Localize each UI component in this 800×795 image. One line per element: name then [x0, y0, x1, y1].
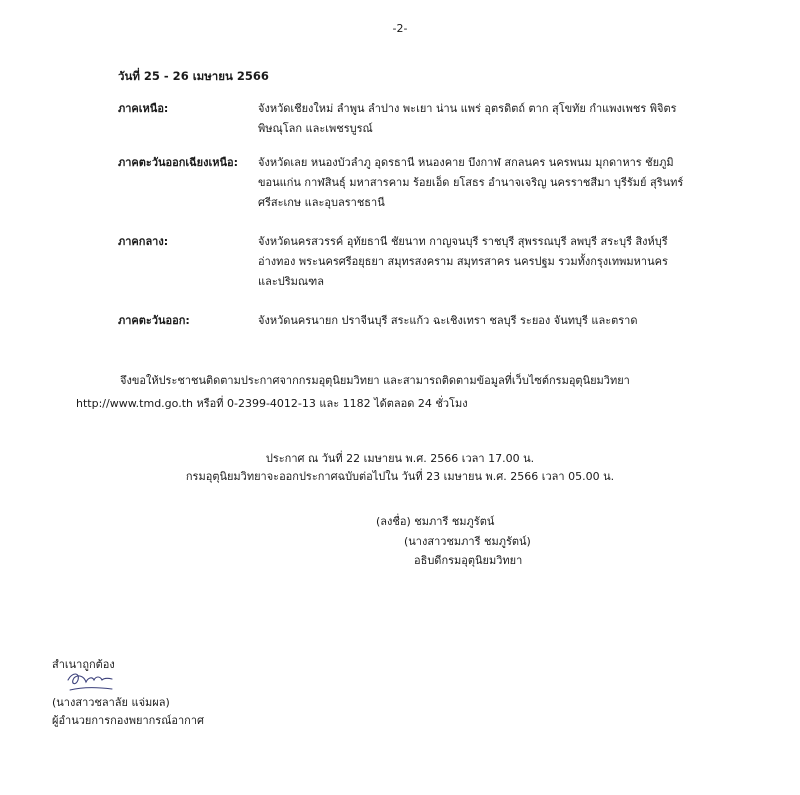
next-announcement: กรมอุตุนิยมวิทยาจะออกประกาศฉบับต่อไปใน วันที่ 23 เมษายน พ.ศ. 2566 เวลา 05.00 น. — [185, 470, 615, 483]
certified-copy-label: สำเนาถูกต้อง — [52, 658, 115, 671]
region-line: จังหวัดเลย หนองบัวลำภู อุดรธานี หนองคาย บึงกาฬ สกลนคร นครพนม มุกดาหาร ชัยภูมิ — [258, 156, 674, 169]
advisory-paragraph-line1: จึงขอให้ประชาชนติดตามประกาศจากกรมอุตุนิยมวิทยา และสามารถติดตามข้อมูลที่เว็บไซต์กรมอุตุนิยมวิทยา — [120, 374, 630, 387]
signature-signed: (ลงชื่อ) ชมภารี ชมภูรัตน์ — [376, 515, 495, 528]
region-line: ขอนแก่น กาฬสินธุ์ มหาสารคาม ร้อยเอ็ด ยโสธร อำนาจเจริญ นครราชสีมา บุรีรัมย์ สุรินทร์ — [258, 176, 684, 189]
region-provinces-east — [258, 311, 738, 331]
certified-copy-name: (นางสาวชลาลัย แจ่มผล) — [52, 696, 170, 709]
region-line: จังหวัดนครนายก ปราจีนบุรี สระแก้ว ฉะเชิงเทรา ชลบุรี ระยอง จันทบุรี และตราด — [258, 314, 638, 327]
region-provinces-north — [258, 99, 738, 139]
advisory-paragraph-line2: http://www.tmd.go.th หรือที่ 0-2399-4012-13 และ 1182 ได้ตลอด 24 ชั่วโมง — [76, 397, 468, 410]
region-line: ศรีสะเกษ และอุบลราชธานี — [258, 196, 385, 209]
region-line: พิษณุโลก และเพชรบูรณ์ — [258, 122, 373, 135]
region-label-central: ภาคกลาง: — [118, 235, 169, 248]
region-label-northeast: ภาคตะวันออกเฉียงเหนือ: — [118, 156, 239, 169]
signature-position: อธิบดีกรมอุตุนิยมวิทยา — [414, 554, 523, 567]
region-provinces-northeast — [258, 153, 738, 213]
region-line: อ่างทอง พระนครศรีอยุธยา สมุทรสงคราม สมุทรสาคร นครปฐม รวมทั้งกรุงเทพมหานคร — [258, 255, 668, 268]
region-line: และปริมณฑล — [258, 275, 324, 288]
region-provinces-central — [258, 232, 738, 292]
region-line: จังหวัดนครสวรรค์ อุทัยธานี ชัยนาท กาญจนบุรี ราชบุรี สุพรรณบุรี ลพบุรี สระบุรี สิงห์บุรี — [258, 235, 668, 248]
page-number: -2- — [392, 22, 408, 35]
region-label-north: ภาคเหนือ: — [118, 102, 169, 115]
region-line: จังหวัดเชียงใหม่ ลำพูน ลำปาง พะเยา น่าน แพร่ อุตรดิตถ์ ตาก สุโขทัย กำแพงเพชร พิจิตร — [258, 102, 677, 115]
date-heading: วันที่ 25 - 26 เมษายน 2566 — [118, 69, 269, 83]
announcement-date: ประกาศ ณ วันที่ 22 เมษายน พ.ศ. 2566 เวลา 17.00 น. — [265, 452, 535, 465]
certified-copy-position: ผู้อำนวยการกองพยากรณ์อากาศ — [52, 714, 205, 727]
signature-full-name: (นางสาวชมภารี ชมภูรัตน์) — [404, 535, 531, 548]
region-label-east: ภาคตะวันออก: — [118, 314, 190, 327]
handwritten-signature — [64, 670, 116, 694]
